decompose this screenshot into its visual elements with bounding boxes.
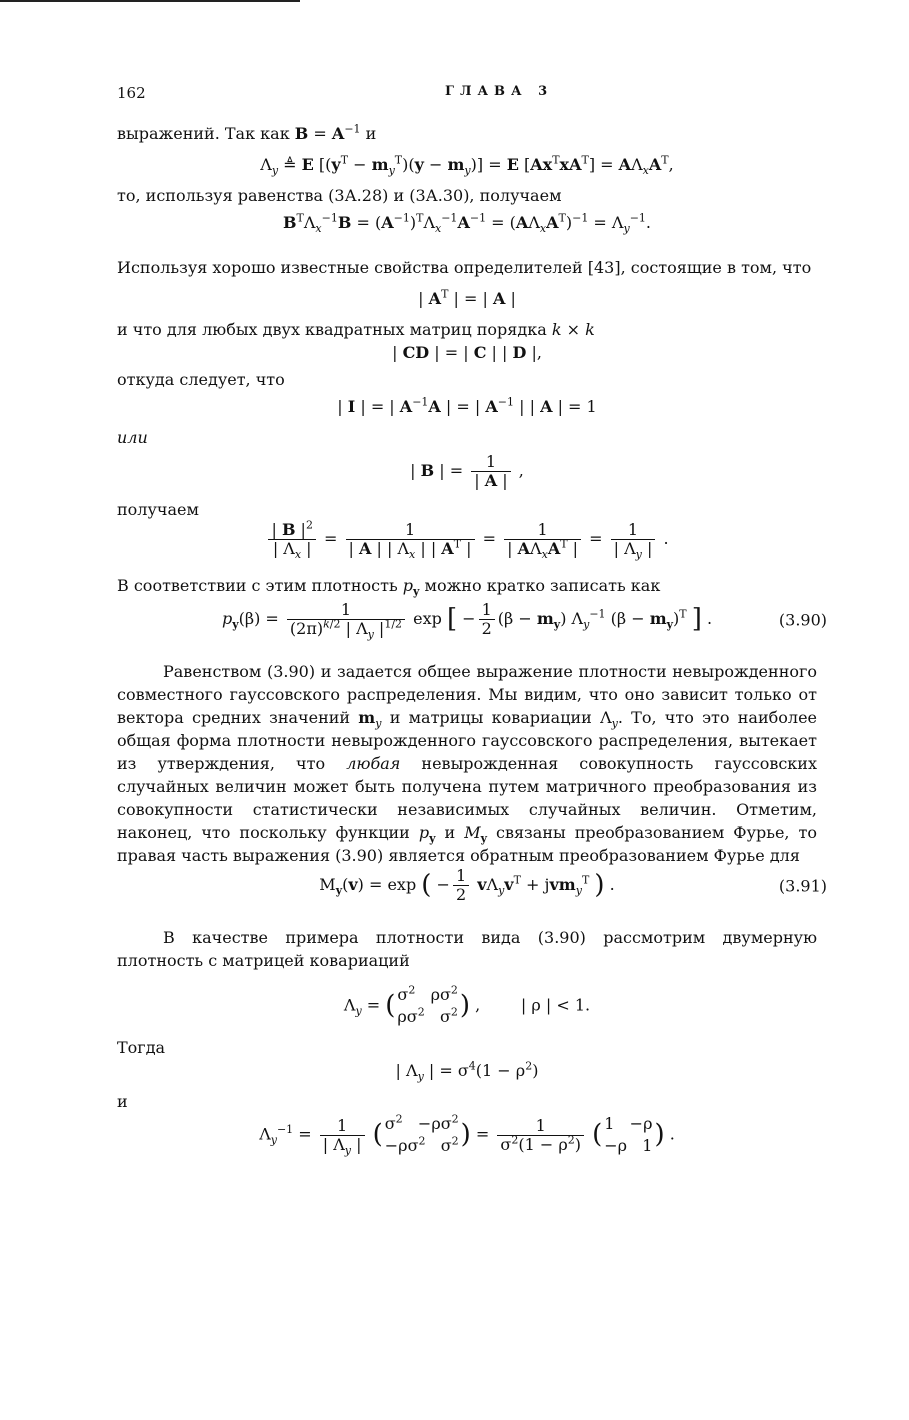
page-body bbox=[117, 122, 827, 1157]
equation-lambda-matrix: $\Lambda_y$ = ( $\sigma^2$ $\rho\sigma^2$ $\rho\sigma^2$ $\sigma^2$ ) , | ρ | < 1. bbox=[343, 983, 591, 1026]
equation-number-3-90: (3.90) bbox=[778, 610, 827, 629]
equation-number-3-91: (3.91) bbox=[778, 876, 827, 895]
equation-3-90: $p_y(\beta)$ = $\frac{1}{(2\pi)^{k/2} | \Lambda_y |^{1/2}}$ exp [ − $\frac{1}{2}$ $(\beta - m_y)$ $\Lambda_y^{-1}$ $(\beta - m_y)^T$ ] . (3.90) bbox=[221, 600, 827, 642]
equation-det-ratios: $\frac{| B |^2}{| \Lambda_x |}$ = $\frac{1}{| A | | \Lambda_x | | A^T |}$ = $\frac{1}{| A\Lambda_xA^T |}$ = $\frac{1}{| \Lambda_y |}$ . bbox=[117, 521, 817, 558]
equation-det-cd: | CD | = | C | | D |, bbox=[392, 343, 542, 362]
paragraph-1: выражений. Так как $B = A^{-1}$ и bbox=[117, 122, 377, 143]
paragraph-9: Равенством (3.90) и задается общее выражение плотности невырожденного совместного гауссовского распределения. Мы видим, что оно зависит только от вектора средних значений $m_y$ и матрицы ковариации $\Lambda_y$. То, что это наиболее общая форма плотности невырожденного гауссовского распределения, вытекает из утверждения, что любая невырожденная совокупность гауссовских случайных величин может быть получена путем матричного преобразования из совокупности статистически независимых случайных величин. Отметим, наконец, что поскольку функции $p_y$ и $M_y$ связаны преобразованием Фурье, то правая часть выражения (3.90) является обратным преобразованием Фурье для bbox=[117, 662, 818, 865]
paragraph-5: откуда следует, что bbox=[117, 370, 285, 389]
top-rule bbox=[0, 0, 300, 2]
equation-btlb: $B^T\Lambda_x^{-1}B = (A^{-1})^T\Lambda_x^{-1}A^{-1} = (A\Lambda_xA^T)^{-1} = \Lambda_y^{-1}$. bbox=[282, 211, 652, 236]
equation-det-at: | $A^T$ | = | A | bbox=[418, 287, 516, 308]
equation-3-91: $M_y(v) = \exp$ ( − $\frac{1}{2}$ $v\Lambda_yv^T + jvm_y^T$ ) . (3.91) bbox=[319, 866, 827, 904]
paragraph-10: В качестве примера плотности вида (3.90) рассмотрим двумерную плотность с матрицей ковариаций bbox=[117, 928, 817, 970]
chapter-title: ГЛАВА 3 bbox=[445, 84, 554, 99]
page-number: 162 bbox=[117, 84, 146, 102]
paragraph-6: или bbox=[117, 428, 148, 447]
paragraph-8: В соответствии с этим плотность $p_y$ можно кратко записать как bbox=[117, 576, 661, 599]
paragraph-2: то, используя равенства (3А.28) и (3А.30), получаем bbox=[117, 186, 562, 205]
running-header bbox=[0, 84, 909, 106]
paragraph-7: получаем bbox=[117, 500, 199, 519]
equation-det-lambda: | $\Lambda_y$ | = $\sigma^4(1 - \rho^2)$ bbox=[395, 1059, 539, 1084]
equation-lambda-y: $\Lambda_y$ ≜ E $[(y^T - m_y^T)(y - m_y)] = E$ $[Ax^TxA^T] = A\Lambda_xA^T$, bbox=[260, 153, 674, 178]
equation-det-b: | B | = $\frac{1}{| A |}$ , bbox=[410, 452, 524, 490]
paragraph-4: и что для любых двух квадратных матриц порядка k × k bbox=[117, 320, 595, 339]
paragraph-12: и bbox=[117, 1092, 128, 1111]
equation-lambda-inverse: $\Lambda_y^{-1}$ = $\frac{1}{| \Lambda_y |}$ ( $\sigma^2 -\rho\sigma^2$ $-\rho\sigma^2$ $\sigma^2$ ) = $\frac{1}{\sigma^2(1 - \rho^2)}$ ( 1 −ρ −ρ 1 ) . bbox=[259, 1112, 675, 1157]
paragraph-3: Используя хорошо известные свойства определителей [43], состоящие в том, что bbox=[117, 258, 812, 277]
paragraph-11: Тогда bbox=[117, 1038, 166, 1057]
equation-det-i: | I | = | $A^{-1}A$ | = | $A^{-1}$ | | A | = 1 bbox=[337, 395, 597, 416]
